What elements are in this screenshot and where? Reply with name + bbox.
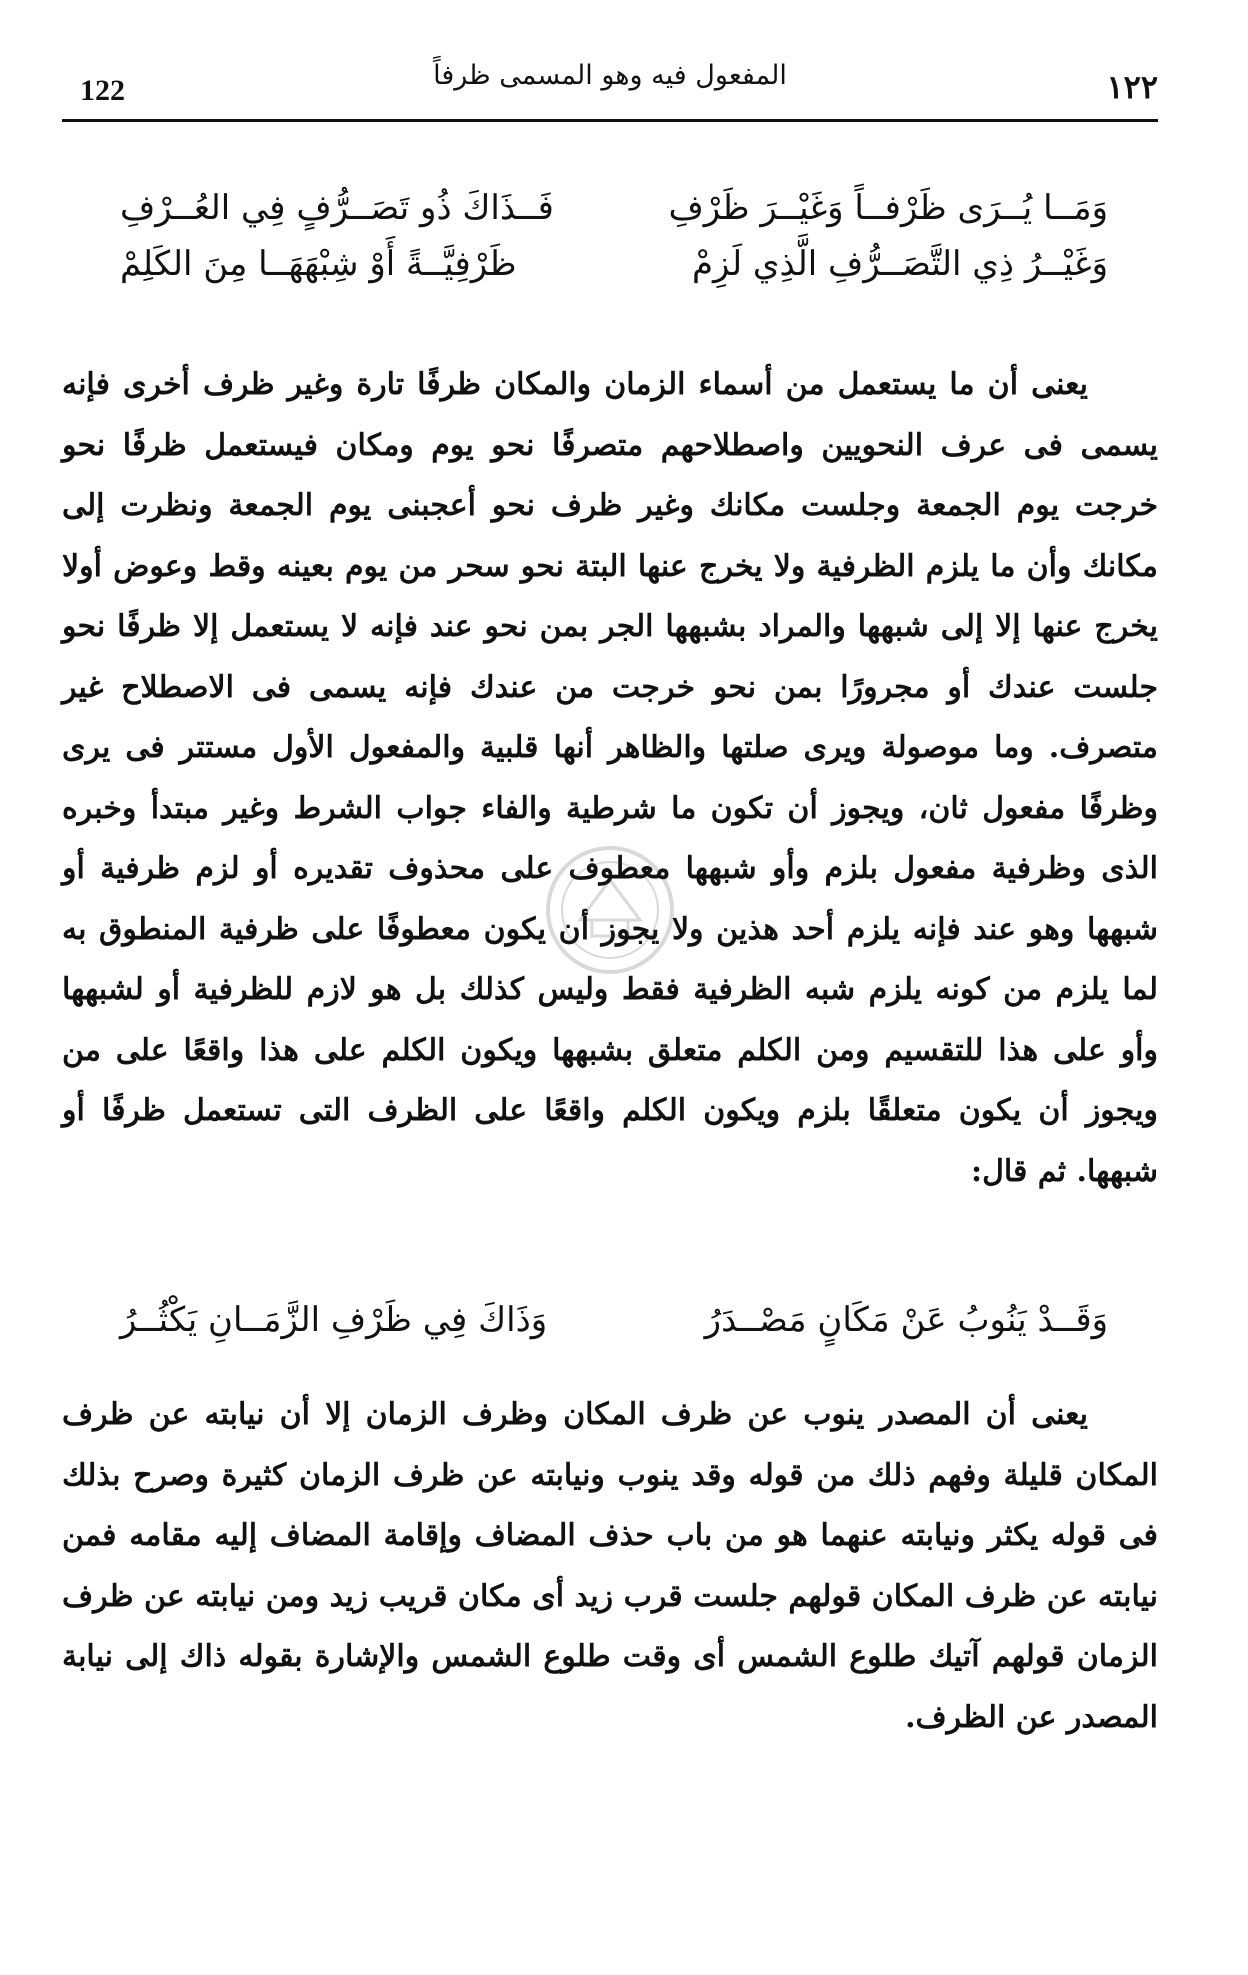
library-seal-watermark (540, 840, 680, 980)
verse-first-hemistich: وَقَــدْ يَنُوبُ عَنْ مَكَانٍ مَصْــدَرُ (704, 1300, 1108, 1340)
verse-first-hemistich: وَغَيْــرُ ذِي التَّصَــرُّفِ الَّذِي لَزِمْ (691, 244, 1108, 284)
verse-second-hemistich: فَــذَاكَ ذُو تَصَــرُّفٍ فِي العُــرْفِ (120, 188, 554, 228)
page-header (62, 56, 1158, 118)
verse-second-hemistich: ظَرْفِيَّــةً أَوْ شِبْهَهَــا مِنَ الكَلِمْ (120, 244, 517, 284)
running-title: المفعول فيه وهو المسمى ظرفاً (433, 60, 787, 91)
verse-line (120, 1292, 1108, 1348)
verse-line (120, 236, 1108, 292)
verse-block (120, 180, 1108, 292)
verse-second-hemistich: وَذَاكَ فِي ظَرْفِ الزَّمَــانِ يَكْثُــرُ (120, 1300, 548, 1340)
commentary-paragraph: يعنى أن ما يستعمل من أسماء الزمان والمكان ظرفًا تارة وغير ظرف أخرى فإنه يسمى فى عرف النحويين واصطلاحهم متصرفًا نحو يوم ومكان فيستعمل ظرفًا نحو خرجت يوم الجمعة وجلست مكانك وغير ظرف نحو أعجبنى يوم الجمعة ونظرت إلى مكانك وأن ما يلزم الظرفية ولا يخرج عنها البتة نحو سحر من يوم بعينه وقط وعوض أولا يخرج عنها إلا إلى شبهها والمراد بشبهها الجر بمن نحو عند فإنه لا يستعمل إلا ظرفًا نحو جلست عندك أو مجرورًا بمن نحو خرجت من عندك فإنه يسمى فى الاصطلاح غير متصرف. وما موصولة ويرى صلتها والظاهر أنها قلبية والمفعول الأول مستتر فى يرى وظرفًا مفعول ثان، ويجوز أن تكون ما شرطية والفاء جواب الشرط وغير مبتدأ وخبره الذى وظرفية مفعول بلزم وأو شبهها معطوف على محذوف تقديره أو لزم ظرفية أو شبهها وهو عند فإنه يلزم أحد هذين ولا يجوز أن يكون معطوفًا على ظرفية المنطوق به لما يلزم من كونه يلزم شبه الظرفية فقط وليس كذلك بل هو لازم للظرفية أو لشبهها وأو على هذا للتقسيم ومن الكلم متعلق بشبهها ويكون الكلم على هذا واقعًا على من ويجوز أن يكون متعلقًا بلزم ويكون الكلم واقعًا على الظرف التى تستعمل ظرفًا أو شبهها. ثم قال: (62, 367, 1158, 1189)
commentary-paragraph: يعنى أن المصدر ينوب عن ظرف المكان وظرف الزمان إلا أن نيابته عن ظرف المكان قليلة وفهم ذلك من قوله وقد ينوب ونيابته عن ظرف الزمان كثيرة وصرح بذلك فى قوله يكثر ونيابته عنهما هو من باب حذف المضاف وإقامة المضاف إليه مقامه فمن نيابته عن ظرف المكان قولهم جلست قرب زيد أى مكان قريب زيد ومن نيابته عن ظرف الزمان قولهم آتيك طلوع الشمس أى وقت طلوع الشمس والإشارة بقوله ذاك إلى نيابة المصدر عن الظرف. (62, 1397, 1158, 1735)
verse-first-hemistich: وَمَــا يُــرَى ظَرْفــاً وَغَيْــرَ ظَرْفِ (668, 188, 1108, 228)
page-number-latin: 122 (80, 74, 125, 107)
verse-block (120, 1292, 1108, 1348)
header-rule (62, 119, 1158, 122)
verse-line (120, 180, 1108, 236)
page-number-arabic: ١٢٢ (1106, 68, 1158, 106)
